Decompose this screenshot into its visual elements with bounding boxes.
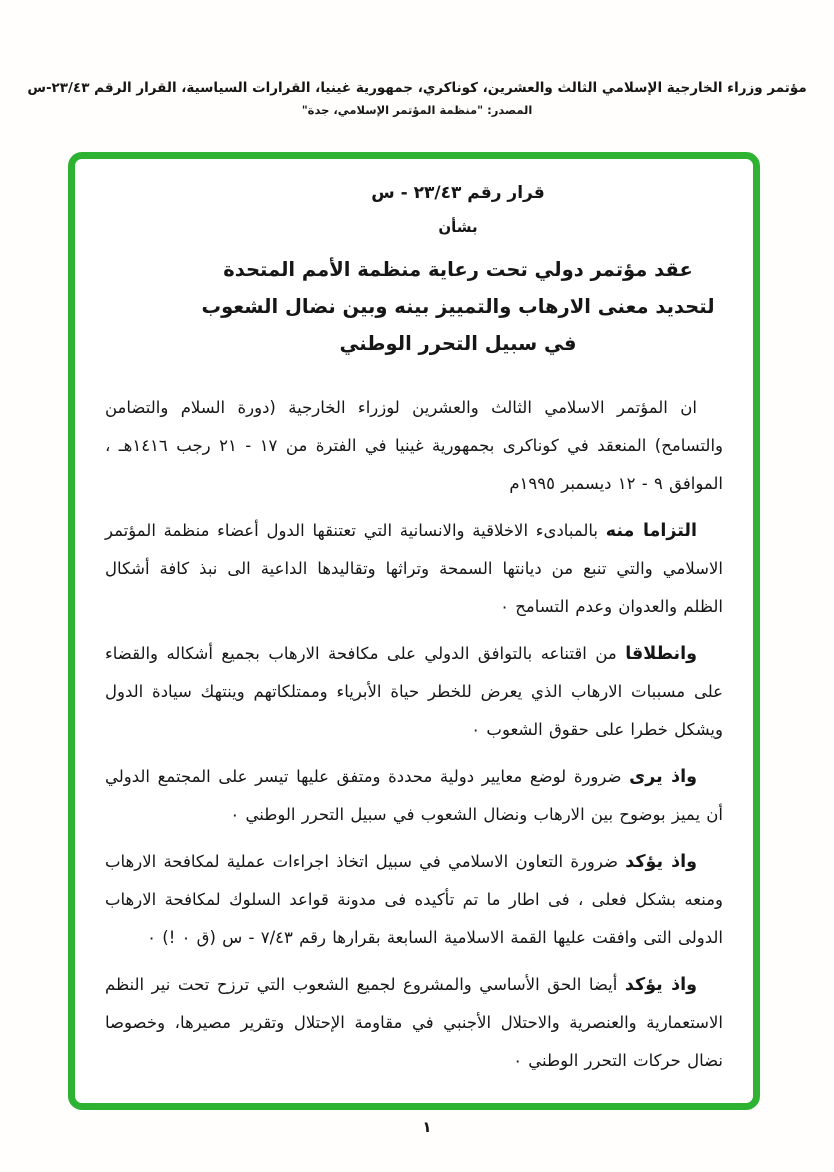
document-content bbox=[75, 159, 753, 1103]
resolution-body bbox=[105, 389, 723, 1080]
paragraph bbox=[105, 966, 723, 1080]
paragraph bbox=[105, 758, 723, 834]
page-number: ١ bbox=[422, 1118, 432, 1136]
paragraph-lead: واذ يؤكد bbox=[624, 975, 697, 995]
paragraph-body: بالمبادىء الاخلاقية والانسانية التي تعتنقها الدول أعضاء منظمة المؤتمر الاسلامي والتي تنبع من ديانتها السمحة وتراثها وتقاليدها الداعية الى نبذ كافة أشكال الظلم والعدوان وعدم التسامح ٠ bbox=[105, 521, 723, 616]
paragraph-lead: وانطلاقا bbox=[625, 644, 697, 664]
resolution-title-line-3: في سبيل التحرر الوطني bbox=[339, 332, 577, 355]
resolution-title-line-2: لتحديد معنى الارهاب والتمييز بينه وبين نضال الشعوب bbox=[201, 295, 715, 318]
paragraph-body: ان المؤتمر الاسلامي الثالث والعشرين لوزراء الخارجية (دورة السلام والتضامن والتسامح) المنعقد في كوناكرى بجمهورية غينيا في الفترة من ١٧ - ٢١ رجب ١٤١٦هـ ، الموافق ٩ - ١٢ ديسمبر ١٩٩٥م bbox=[105, 398, 724, 493]
paragraph-lead: واذ يرى bbox=[629, 767, 698, 787]
regarding-label: بشأن bbox=[438, 218, 478, 236]
resolution-number: قرار رقم ٢٣/٤٣ - س bbox=[371, 183, 545, 203]
paragraph bbox=[105, 635, 723, 749]
paragraph-lead: واذ يؤكد bbox=[625, 852, 697, 872]
document-frame bbox=[68, 152, 760, 1110]
paragraph bbox=[105, 512, 723, 626]
reference-header bbox=[0, 80, 834, 117]
paragraph bbox=[105, 389, 723, 503]
paragraph-body: ضرورة التعاون الاسلامي في سبيل اتخاذ اجراءات عملية لمكافحة الارهاب ومنعه بشكل فعلى ، فى اطار ما تم تأكيده فى مدونة قواعد السلوك لمكافحة الارهاب الدولى التى وافقت عليها القمة الاسلامية السابعة بقرارها رقم ٧/٤٣ - س (ق ٠ !) ٠ bbox=[105, 852, 723, 947]
paragraph-body: من اقتناعه بالتوافق الدولي على مكافحة الارهاب بجميع أشكاله والقضاء على مسببات الارهاب الذي يعرض للخطر حياة الأبرياء وممتلكاتهم وينتهك سيادة الدول ويشكل خطرا على حقوق الشعوب ٠ bbox=[105, 644, 723, 739]
title-block bbox=[105, 183, 723, 362]
paragraph-lead: التزاما منه bbox=[605, 521, 697, 541]
paragraph-body: ضرورة لوضع معايير دولية محددة ومتفق عليها تيسر على المجتمع الدولي أن يميز بوضوح بين الارهاب ونضال الشعوب في سبيل التحرر الوطني ٠ bbox=[105, 767, 723, 824]
source-line: المصدر: "منظمة المؤتمر الإسلامي، جدة" bbox=[301, 103, 533, 117]
paragraph bbox=[105, 843, 723, 957]
resolution-title-line-1: عقد مؤتمر دولي تحت رعاية منظمة الأمم المتحدة bbox=[223, 258, 693, 281]
conference-reference-line: مؤتمر وزراء الخارجية الإسلامي الثالث والعشرين، كوناكري، جمهورية غينيا، القرارات السياسية، القرار الرقم ٢٣/٤٣-س bbox=[27, 80, 807, 96]
paragraph-body: أيضا الحق الأساسي والمشروع لجميع الشعوب التي ترزح تحت نير النظم الاستعمارية والعنصرية والاحتلال الأجنبي في مقاومة الإحتلال وتقرير مصيرها، وخصوصا نضال حركات التحرر الوطني ٠ bbox=[105, 975, 723, 1070]
